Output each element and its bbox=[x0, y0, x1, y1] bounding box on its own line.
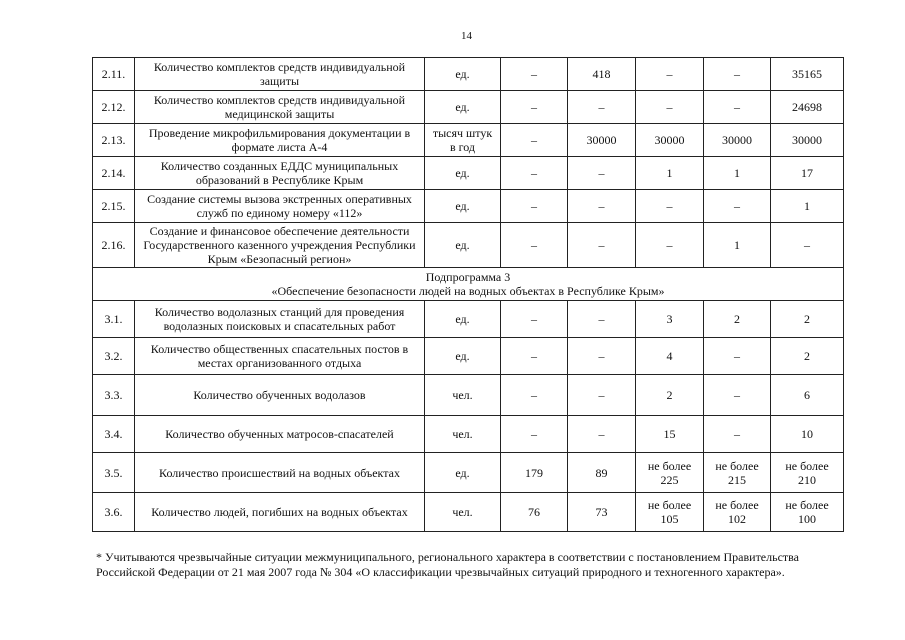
value-cell: – bbox=[704, 190, 771, 223]
value-cell: 30000 bbox=[636, 124, 704, 157]
indicator-name: Количество комплектов средств индивидуальной защиты bbox=[135, 58, 425, 91]
value-cell: 6 bbox=[771, 375, 844, 416]
unit-of-measure: ед. bbox=[425, 338, 501, 375]
value-cell: – bbox=[704, 375, 771, 416]
row-number: 2.14. bbox=[93, 157, 135, 190]
indicator-name: Количество общественных спасательных постов в местах организованного отдыха bbox=[135, 338, 425, 375]
value-cell: – bbox=[501, 190, 568, 223]
table-row bbox=[93, 493, 844, 532]
table-row bbox=[93, 91, 844, 124]
value-cell: 1 bbox=[704, 157, 771, 190]
value-cell: 2 bbox=[771, 301, 844, 338]
indicator-name: Количество обученных водолазов bbox=[135, 375, 425, 416]
row-number: 2.11. bbox=[93, 58, 135, 91]
indicators-table bbox=[92, 57, 844, 532]
value-cell: – bbox=[704, 338, 771, 375]
table-row bbox=[93, 223, 844, 268]
row-number: 3.2. bbox=[93, 338, 135, 375]
value-cell: 30000 bbox=[771, 124, 844, 157]
row-number: 2.13. bbox=[93, 124, 135, 157]
unit-of-measure: тысяч штук в год bbox=[425, 124, 501, 157]
row-number: 2.16. bbox=[93, 223, 135, 268]
value-cell: – bbox=[704, 91, 771, 124]
value-cell: 1 bbox=[771, 190, 844, 223]
value-cell: – bbox=[501, 91, 568, 124]
value-cell: 73 bbox=[568, 493, 636, 532]
value-cell: 1 bbox=[636, 157, 704, 190]
unit-of-measure: ед. bbox=[425, 91, 501, 124]
value-cell: не более 100 bbox=[771, 493, 844, 532]
unit-of-measure: ед. bbox=[425, 223, 501, 268]
value-cell: 4 bbox=[636, 338, 704, 375]
row-number: 3.1. bbox=[93, 301, 135, 338]
table-row bbox=[93, 416, 844, 453]
value-cell: – bbox=[636, 58, 704, 91]
indicator-name: Количество созданных ЕДДС муниципальных образований в Республике Крым bbox=[135, 157, 425, 190]
table-row bbox=[93, 453, 844, 493]
value-cell: – bbox=[501, 124, 568, 157]
unit-of-measure: чел. bbox=[425, 493, 501, 532]
unit-of-measure: чел. bbox=[425, 416, 501, 453]
unit-of-measure: ед. bbox=[425, 190, 501, 223]
table-section-before bbox=[93, 58, 844, 268]
table-row bbox=[93, 124, 844, 157]
indicator-name: Количество людей, погибших на водных объектах bbox=[135, 493, 425, 532]
unit-of-measure: ед. bbox=[425, 157, 501, 190]
table-row bbox=[93, 157, 844, 190]
table-row bbox=[93, 58, 844, 91]
row-number: 2.15. bbox=[93, 190, 135, 223]
value-cell: – bbox=[568, 301, 636, 338]
value-cell: не более 102 bbox=[704, 493, 771, 532]
value-cell: – bbox=[636, 91, 704, 124]
value-cell: 89 bbox=[568, 453, 636, 493]
page-number: 14 bbox=[461, 30, 472, 42]
row-number: 2.12. bbox=[93, 91, 135, 124]
value-cell: – bbox=[568, 223, 636, 268]
value-cell: 15 bbox=[636, 416, 704, 453]
table-row bbox=[93, 375, 844, 416]
value-cell: – bbox=[568, 416, 636, 453]
table-row bbox=[93, 301, 844, 338]
subprogram-title: Подпрограмма 3 bbox=[425, 270, 511, 284]
value-cell: 76 bbox=[501, 493, 568, 532]
value-cell: – bbox=[568, 190, 636, 223]
value-cell: – bbox=[501, 375, 568, 416]
value-cell: – bbox=[501, 301, 568, 338]
value-cell: не более 225 bbox=[636, 453, 704, 493]
row-number: 3.6. bbox=[93, 493, 135, 532]
value-cell: 17 bbox=[771, 157, 844, 190]
indicator-name: Количество водолазных станций для проведения водолазных поисковых и спасательных работ bbox=[135, 301, 425, 338]
table-row bbox=[93, 190, 844, 223]
subprogram-heading bbox=[93, 268, 844, 301]
value-cell: 24698 bbox=[771, 91, 844, 124]
indicator-name: Количество обученных матросов-спасателей bbox=[135, 416, 425, 453]
subprogram-row bbox=[93, 268, 844, 301]
value-cell: – bbox=[501, 223, 568, 268]
value-cell: 2 bbox=[771, 338, 844, 375]
value-cell: 2 bbox=[636, 375, 704, 416]
value-cell: – bbox=[636, 223, 704, 268]
unit-of-measure: ед. bbox=[425, 453, 501, 493]
value-cell: – bbox=[771, 223, 844, 268]
row-number: 3.4. bbox=[93, 416, 135, 453]
value-cell: 2 bbox=[704, 301, 771, 338]
value-cell: 10 bbox=[771, 416, 844, 453]
unit-of-measure: ед. bbox=[425, 58, 501, 91]
value-cell: – bbox=[568, 375, 636, 416]
table-section-subprogram bbox=[93, 268, 844, 301]
row-number: 3.5. bbox=[93, 453, 135, 493]
value-cell: 3 bbox=[636, 301, 704, 338]
value-cell: – bbox=[501, 58, 568, 91]
value-cell: – bbox=[636, 190, 704, 223]
table-section-after bbox=[93, 301, 844, 532]
value-cell: – bbox=[704, 416, 771, 453]
row-number: 3.3. bbox=[93, 375, 135, 416]
footnote: * Учитываются чрезвычайные ситуации межмуниципального, регионального характера в соответствии с постановлением Правительства Российской Федерации от 21 мая 2007 года № 304 «О классификации чрезвычайных ситуаций природного и техногенного характера». bbox=[96, 550, 800, 579]
value-cell: – bbox=[501, 416, 568, 453]
unit-of-measure: чел. bbox=[425, 375, 501, 416]
value-cell: – bbox=[704, 58, 771, 91]
value-cell: 1 bbox=[704, 223, 771, 268]
indicator-name: Создание системы вызова экстренных оперативных служб по единому номеру «112» bbox=[135, 190, 425, 223]
value-cell: – bbox=[568, 91, 636, 124]
value-cell: не более 215 bbox=[704, 453, 771, 493]
value-cell: не более 105 bbox=[636, 493, 704, 532]
value-cell: – bbox=[568, 157, 636, 190]
value-cell: не более 210 bbox=[771, 453, 844, 493]
value-cell: – bbox=[568, 338, 636, 375]
table-row bbox=[93, 338, 844, 375]
unit-of-measure: ед. bbox=[425, 301, 501, 338]
value-cell: – bbox=[501, 338, 568, 375]
value-cell: 179 bbox=[501, 453, 568, 493]
indicator-name: Количество происшествий на водных объектах bbox=[135, 453, 425, 493]
value-cell: 418 bbox=[568, 58, 636, 91]
value-cell: 35165 bbox=[771, 58, 844, 91]
indicator-name: Проведение микрофильмирования документации в формате листа А-4 bbox=[135, 124, 425, 157]
value-cell: 30000 bbox=[704, 124, 771, 157]
value-cell: – bbox=[501, 157, 568, 190]
indicator-name: Количество комплектов средств индивидуальной медицинской защиты bbox=[135, 91, 425, 124]
subprogram-subtitle: «Обеспечение безопасности людей на водных объектах в Республике Крым» bbox=[271, 284, 665, 298]
indicator-name: Создание и финансовое обеспечение деятельности Государственного казенного учреждения Республики Крым «Безопасный регион» bbox=[135, 223, 425, 268]
value-cell: 30000 bbox=[568, 124, 636, 157]
